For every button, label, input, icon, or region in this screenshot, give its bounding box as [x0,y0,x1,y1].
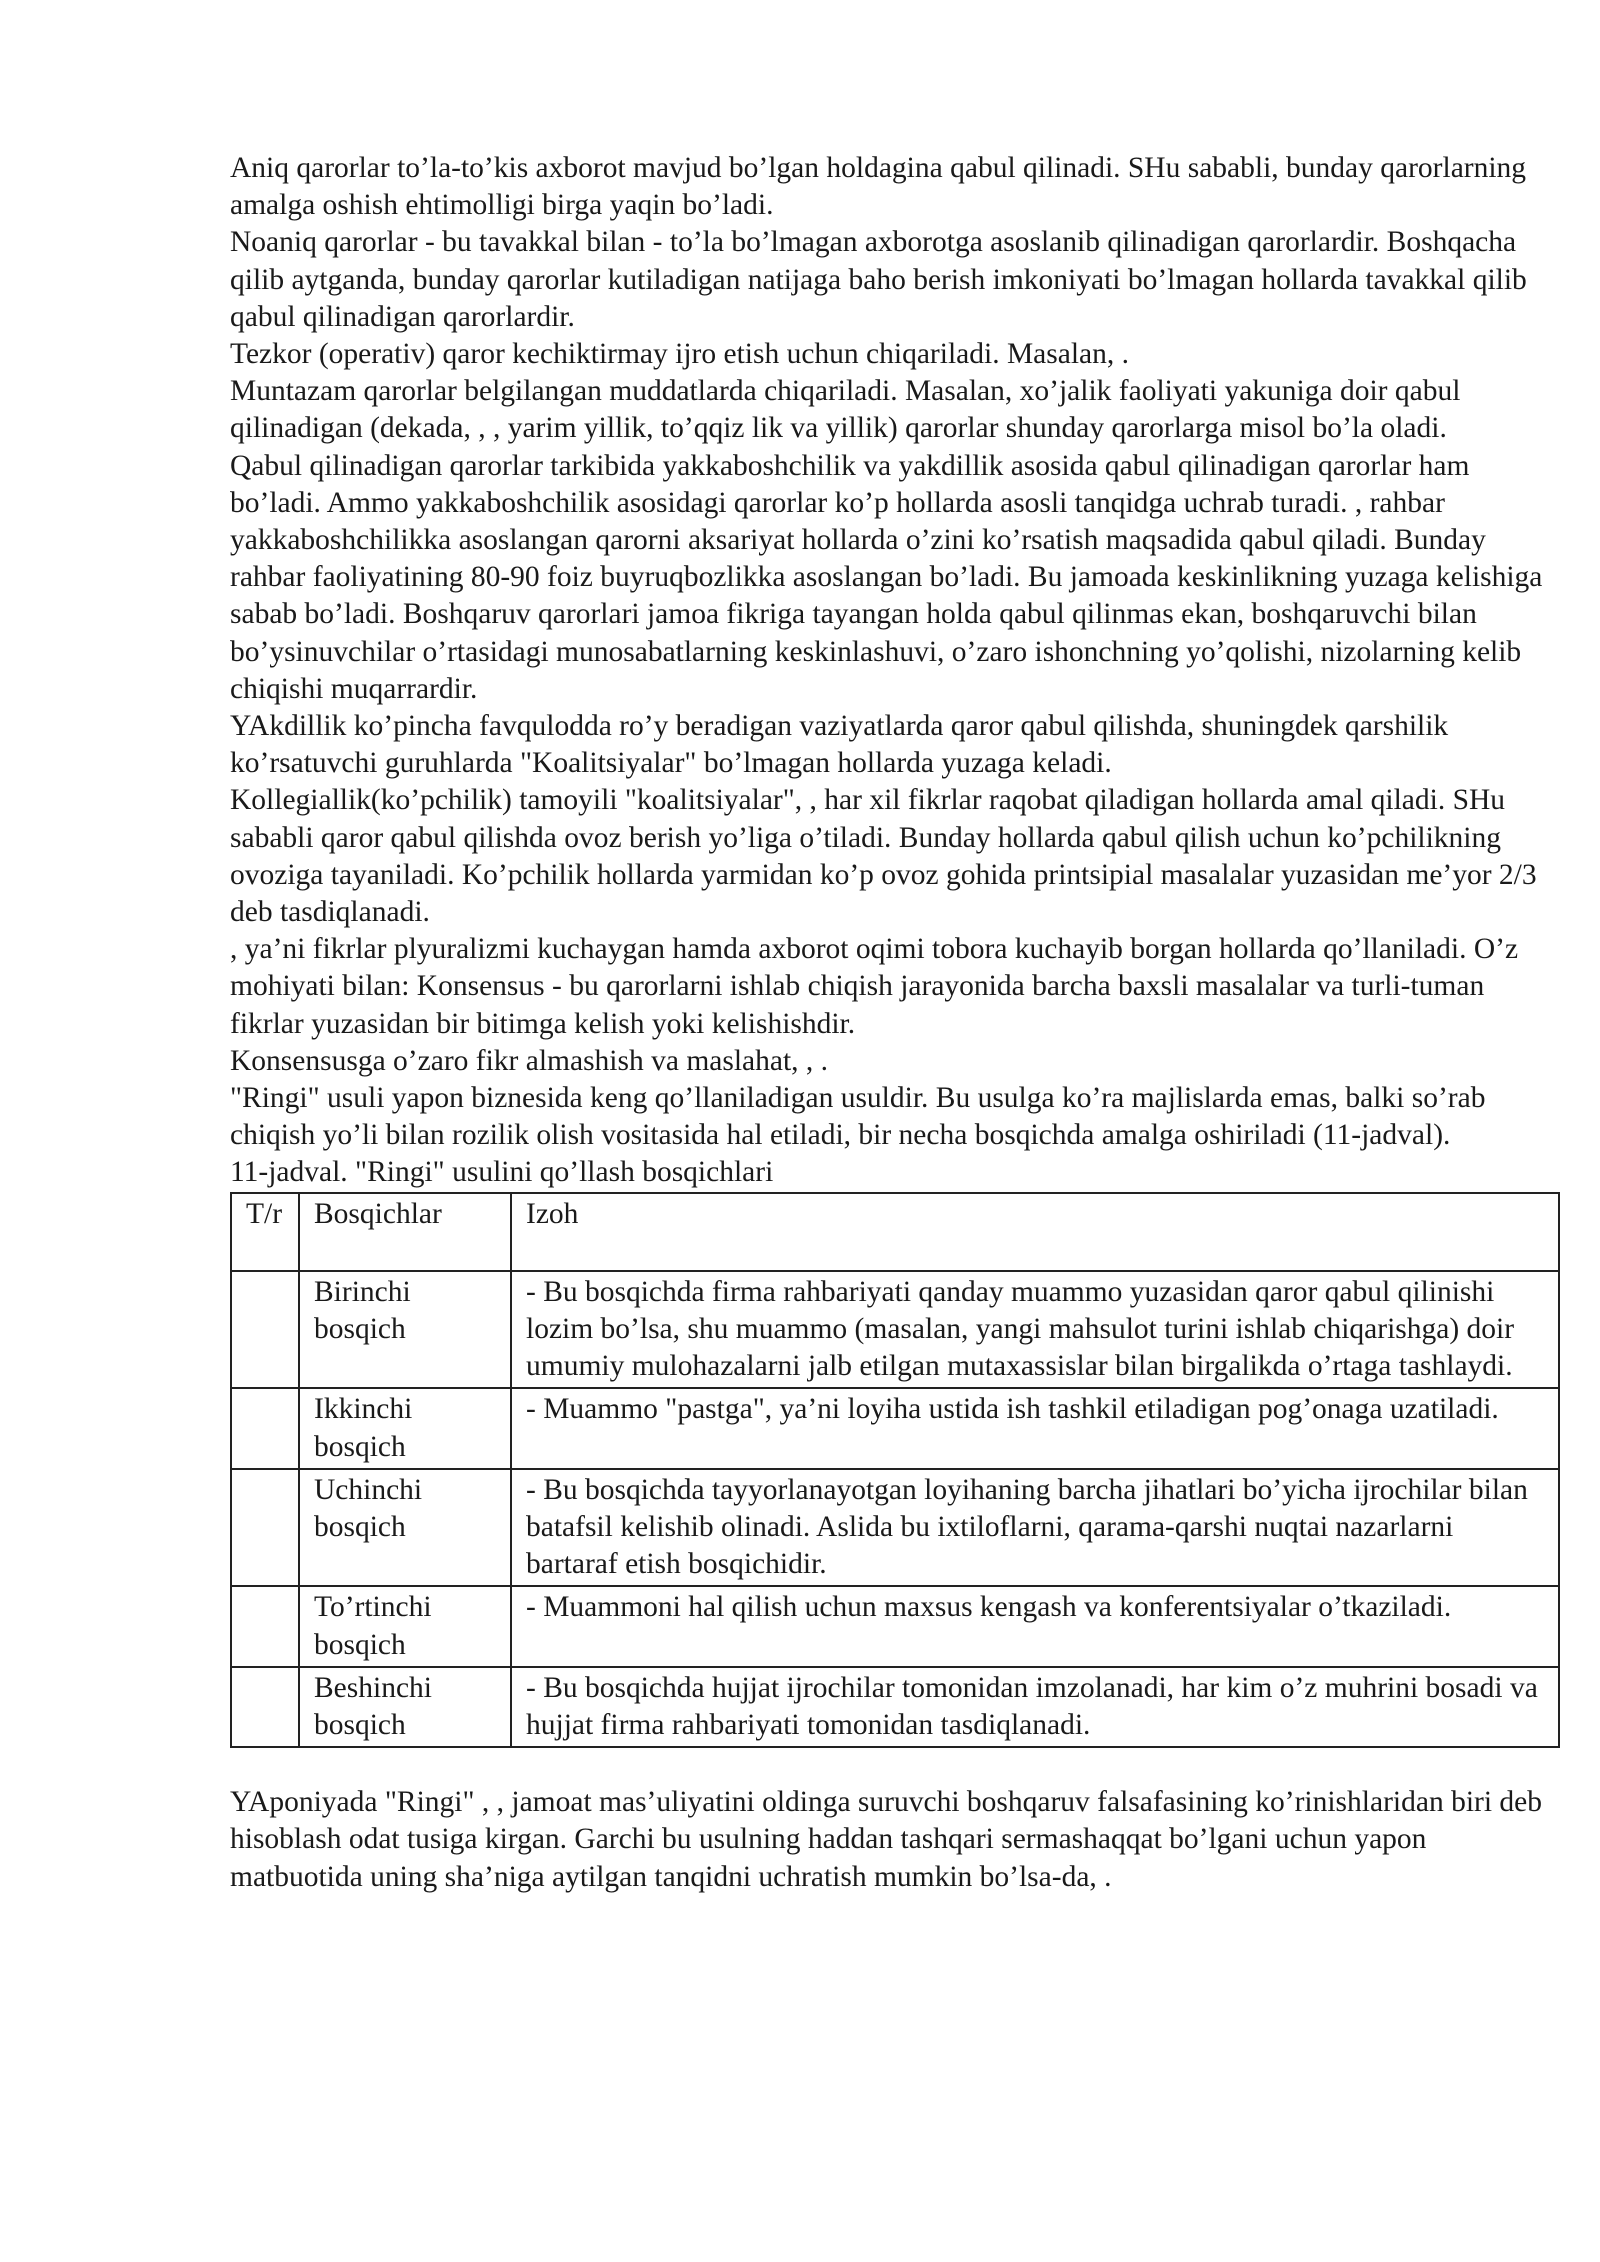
note-cell: - Bu bosqichda hujjat ijrochilar tomonidan imzolanadi, har kim o’z muhrini bosadi va hujjat firma rahbariyati tomonidan tasdiqlanadi. [511,1667,1559,1747]
stage-cell: Birinchi bosqich [299,1271,511,1389]
table-header-row [231,1193,1559,1271]
stage-cell: To’rtinchi bosqich [299,1586,511,1666]
paragraph: "Ringi" usuli yapon biznesida keng qo’llaniladigan usuldir. Bu usulga ko’ra majlislarda emas, balki so’rab chiqish yo’li bilan rozilik olish vositasida hal etiladi, bir necha bosqichda amalga oshiriladi (11-jadval). [230,1082,1486,1152]
column-header-number: T/r [231,1193,299,1271]
paragraph: YAkdillik ko’pincha favqulodda ro’y beradigan vaziyatlarda qaror qabul qilishda, shuningdek qarshilik ko’rsatuvchi guruhlarda "Koalitsiyalar" bo’lmagan hollarda yuzaga keladi. [230,710,1449,780]
note-cell: - Muammoni hal qilish uchun maxsus kengash va konferentsiyalar o’tkaziladi. [511,1586,1559,1666]
column-header-stages: Bosqichlar [299,1193,511,1271]
row-number-cell [231,1469,299,1587]
paragraph: YAponiyada "Ringi" , , jamoat mas’uliyatini oldinga suruvchi boshqaruv falsafasining ko’rinishlaridan biri deb hisoblash odat tusiga kirgan. Garchi bu usulning haddan tashqari sermashaqqat bo’lgani uchun yapon matbuotida uning sha’niga aytilgan tanqidni uchratish mumkin bo’lsa-da, . [230,1786,1543,1893]
stage-cell: Ikkinchi bosqich [299,1388,511,1468]
note-cell: - Muammo "pastga", ya’ni loyiha ustida ish tashkil etiladigan pog’onaga uzatiladi. [511,1388,1559,1468]
table-row [231,1388,1559,1468]
paragraph: Noaniq qarorlar - bu tavakkal bilan - to’la bo’lmagan axborotga asoslanib qilinadigan qarorlardir. Boshqacha qilib aytganda, bunday qarorlar kutiladigan natijaga baho berish imkoniyati bo’lmagan hollarda tavakkal qilib qabul qilinadigan qarorlardir. [230,226,1527,333]
document-page [230,150,1560,1896]
table-row [231,1271,1559,1389]
paragraph: Konsensusga o’zaro fikr almashish va maslahat, , . [230,1044,829,1077]
stage-cell: Uchinchi bosqich [299,1469,511,1587]
row-number-cell [231,1586,299,1666]
row-number-cell [231,1388,299,1468]
note-cell: - Bu bosqichda tayyorlanayotgan loyihaning barcha jihatlari bo’yicha ijrochilar bilan batafsil kelishib olinadi. Aslida bu ixtiloflarni, qarama-qarshi nuqtai nazarlarni bartaraf etish bosqichidir. [511,1469,1559,1587]
paragraph: Kollegiallik(ko’pchilik) tamoyili "koalitsiyalar", , har xil fikrlar raqobat qiladigan hollarda amal qiladi. SHu sababli qaror qabul qilishda ovoz berish yo’liga o’tiladi. Bunday hollarda qabul qilish uchun ko’pchilikning ovoziga tayaniladi. Ko’pchilik hollarda yarmidan ko’p ovoz gohida printsipial masalalar yuzasidan me’yor 2/3 deb tasdiqlanadi. [230,784,1537,929]
paragraph: Aniq qarorlar to’la-to’kis axborot mavjud bo’lgan holdagina qabul qilinadi. SHu sababli, bunday qarorlarning amalga oshish ehtimolligi birga yaqin bo’ladi. [230,152,1527,222]
row-number-cell [231,1271,299,1389]
column-header-notes: Izoh [511,1193,1559,1271]
paragraph: Muntazam qarorlar belgilangan muddatlarda chiqariladi. Masalan, xo’jalik faoliyati yakuniga doir qabul qilinadigan (dekada, , , yarim yillik, to’qqiz lik va yillik) qarorlar shunday qarorlarga misol bo’la oladi. [230,375,1461,445]
table-row [231,1667,1559,1747]
paragraph: Tezkor (operativ) qaror kechiktirmay ijro etish uchun chiqariladi. Masalan, . [230,338,1130,371]
note-cell: - Bu bosqichda firma rahbariyati qanday muammo yuzasidan qaror qabul qilinishi lozim bo’lsa, shu muammo (masalan, yangi mahsulot turini ishlab chiqarishga) doir umumiy mulohazalarni jalb etilgan mutaxassislar bilan birgalikda o’rtaga tashlaydi. [511,1271,1559,1389]
stage-cell: Beshinchi bosqich [299,1667,511,1747]
ringi-stages-table [230,1192,1560,1748]
table-row [231,1586,1559,1666]
row-number-cell [231,1667,299,1747]
table-caption: 11-jadval. "Ringi" usulini qo’llash bosqichlari [230,1156,774,1189]
table-row [231,1469,1559,1587]
paragraph: , ya’ni fikrlar plyuralizmi kuchaygan hamda axborot oqimi tobora kuchayib borgan hollarda qo’llaniladi. O’z mohiyati bilan: Konsensus - bu qarorlarni ishlab chiqish jarayonida barcha baxsli masalalar va turli-tuman fikrlar yuzasidan bir bitimga kelish yoki kelishishdir. [230,933,1519,1040]
paragraph: Qabul qilinadigan qarorlar tarkibida yakkaboshchilik va yakdillik asosida qabul qilinadigan qarorlar ham bo’ladi. Ammo yakkaboshchilik asosidagi qarorlar ko’p hollarda asosli tanqidga uchrab turadi. , rahbar yakkaboshchilikka asoslangan qarorni aksariyat hollarda o’zini ko’rsatish maqsadida qabul qiladi. Bunday rahbar faoliyatining 80-90 foiz buyruqbozlikka asoslangan bo’ladi. Bu jamoada keskinlikning yuzaga kelishiga sabab bo’ladi. Boshqaruv qarorlari jamoa fikriga tayangan holda qabul qilinmas ekan, boshqaruvchi bilan bo’ysinuvchilar o’rtasidagi munosabatlarning keskinlashuvi, o’zaro ishonchning yo’qolishi, nizolarning kelib chiqishi muqarrardir. [230,449,1543,705]
